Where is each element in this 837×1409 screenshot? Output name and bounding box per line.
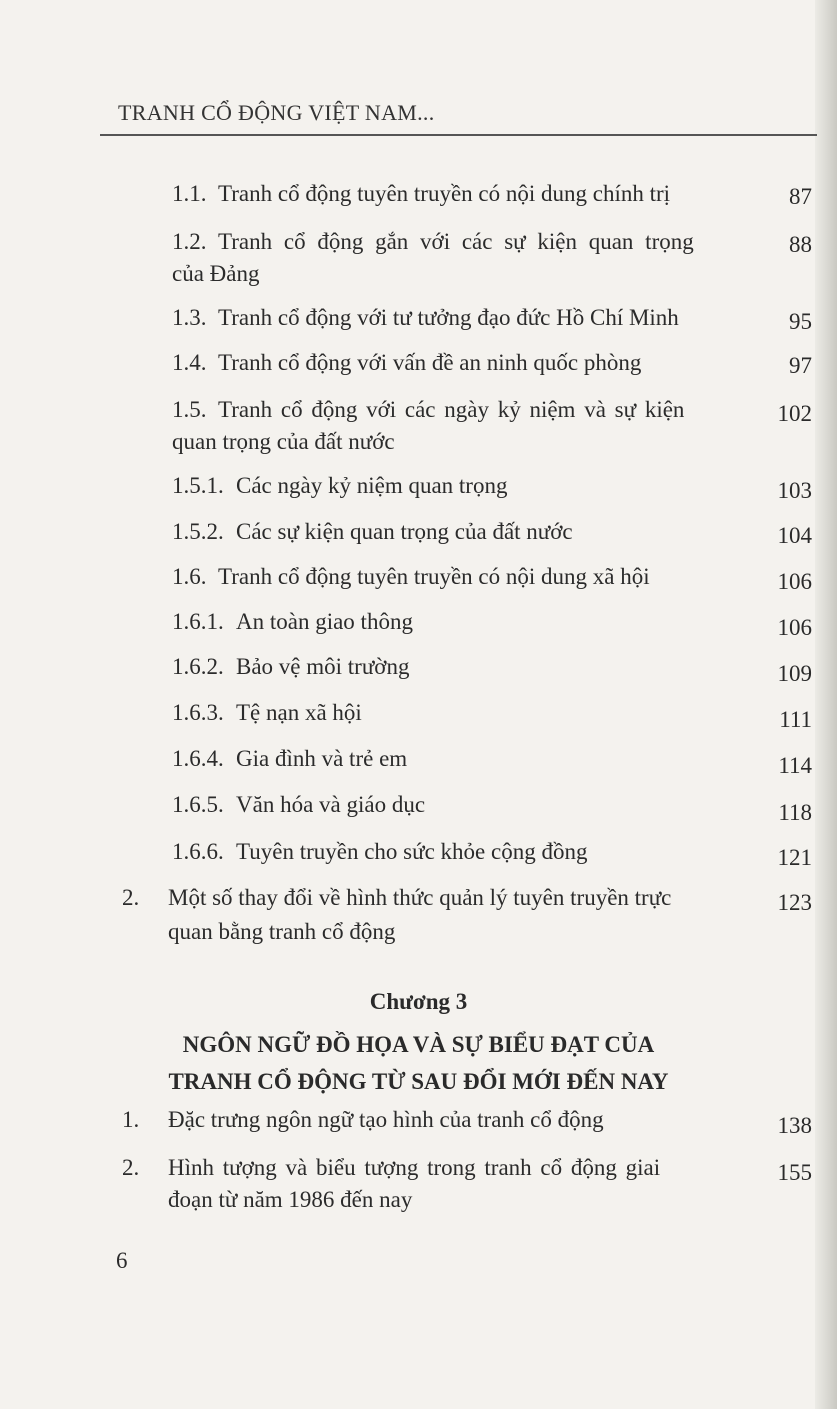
toc-entry-page: 155 — [777, 1160, 812, 1185]
toc-entry-number: 1.6.4. — [172, 746, 224, 771]
toc-entry-page: 88 — [789, 232, 812, 257]
toc-entry-page: 138 — [777, 1113, 812, 1138]
running-header: TRANH CỔ ĐỘNG VIỆT NAM... — [118, 100, 435, 125]
toc-entry-title: Gia đình và trẻ em — [236, 746, 408, 771]
toc-entry-page: 114 — [778, 753, 812, 778]
toc-entry-title: Tranh cổ động với các ngày kỷ niệm và sự kiện — [218, 397, 685, 422]
toc-entry-number: 1.3. — [172, 305, 207, 330]
toc-entry-number: 1.6.1. — [172, 609, 224, 634]
toc-entry-title: Các ngày kỷ niệm quan trọng — [236, 473, 508, 498]
chapter-label: Chương 3 — [369, 989, 468, 1014]
toc-entry-title: Tranh cổ động với vấn đề an ninh quốc phòng — [218, 350, 642, 375]
toc-entry-page: 103 — [777, 478, 812, 503]
toc-entry-title: Đặc trưng ngôn ngữ tạo hình của tranh cổ động — [168, 1107, 604, 1132]
toc-entry-page: 102 — [777, 401, 812, 426]
toc-entry-title: Một số thay đổi về hình thức quản lý tuyên truyền trực — [168, 885, 672, 910]
toc-entry-page: 97 — [789, 353, 812, 378]
toc-entry-number: 1.6.6. — [172, 839, 224, 864]
toc-entry-page: 95 — [789, 309, 812, 334]
chapter-title-line1: NGÔN NGỮ ĐỒ HỌA VÀ SỰ BIỂU ĐẠT CỦA — [182, 1032, 655, 1057]
header-rule — [100, 134, 817, 136]
toc-entry-page: 118 — [778, 800, 812, 825]
toc-entry-title-line2: quan trọng của đất nước — [172, 429, 395, 454]
toc-entry-page: 109 — [777, 661, 812, 686]
page-edge-shadow — [815, 0, 837, 1409]
toc-entry-page: 104 — [777, 523, 812, 548]
toc-entry-title: Các sự kiện quan trọng của đất nước — [236, 519, 573, 544]
toc-entry-page: 121 — [777, 845, 812, 870]
toc-entry-number: 1.6.3. — [172, 700, 224, 725]
toc-entry-title: An toàn giao thông — [236, 609, 413, 634]
toc-entry-title-line2: quan bằng tranh cổ động — [168, 919, 396, 944]
toc-entry-title: Tranh cổ động tuyên truyền có nội dung chính trị — [218, 181, 671, 206]
toc-entry-title: Tranh cổ động gắn với các sự kiện quan trọng — [218, 229, 694, 254]
toc-entry-number: 1. — [122, 1107, 140, 1132]
chapter-title-line2: TRANH CỔ ĐỘNG TỪ SAU ĐỔI MỚI ĐẾN NAY — [168, 1069, 669, 1094]
toc-entry-page: 87 — [789, 184, 812, 209]
toc-entry-title: Tranh cổ động tuyên truyền có nội dung xã hội — [218, 564, 650, 589]
toc-entry-title-line2: của Đảng — [172, 261, 260, 286]
toc-entry-number: 1.1. — [172, 181, 207, 206]
toc-entry-number: 1.6. — [172, 564, 207, 589]
toc-entry-number: 1.4. — [172, 350, 207, 375]
toc-entry-page: 123 — [777, 890, 812, 915]
toc-entry-page: 106 — [777, 615, 812, 640]
toc-entry-number: 1.6.2. — [172, 654, 224, 679]
toc-entry-title: Tranh cổ động với tư tưởng đạo đức Hồ Chí Minh — [218, 305, 679, 330]
toc-entry-number: 2. — [122, 1155, 140, 1180]
toc-entry-page: 106 — [777, 569, 812, 594]
toc-entry-title-line2: đoạn từ năm 1986 đến nay — [168, 1187, 413, 1212]
toc-entry-title: Hình tượng và biểu tượng trong tranh cổ động giai — [168, 1155, 661, 1180]
toc-entry-page: 111 — [779, 707, 812, 732]
toc-entry-number: 1.6.5. — [172, 792, 224, 817]
toc-entry-number: 1.5.1. — [172, 473, 224, 498]
toc-entry-number: 1.5.2. — [172, 519, 224, 544]
toc-entry-number: 1.5. — [172, 397, 207, 422]
toc-entry-title: Bảo vệ môi trường — [236, 654, 410, 679]
toc-entry-title: Tệ nạn xã hội — [236, 700, 362, 725]
toc-entry-number: 2. — [122, 885, 140, 910]
toc-entry-title: Tuyên truyền cho sức khỏe cộng đồng — [236, 839, 588, 864]
toc-entry-title: Văn hóa và giáo dục — [236, 792, 426, 817]
toc-entry-number: 1.2. — [172, 229, 207, 254]
page-number: 6 — [116, 1248, 128, 1273]
